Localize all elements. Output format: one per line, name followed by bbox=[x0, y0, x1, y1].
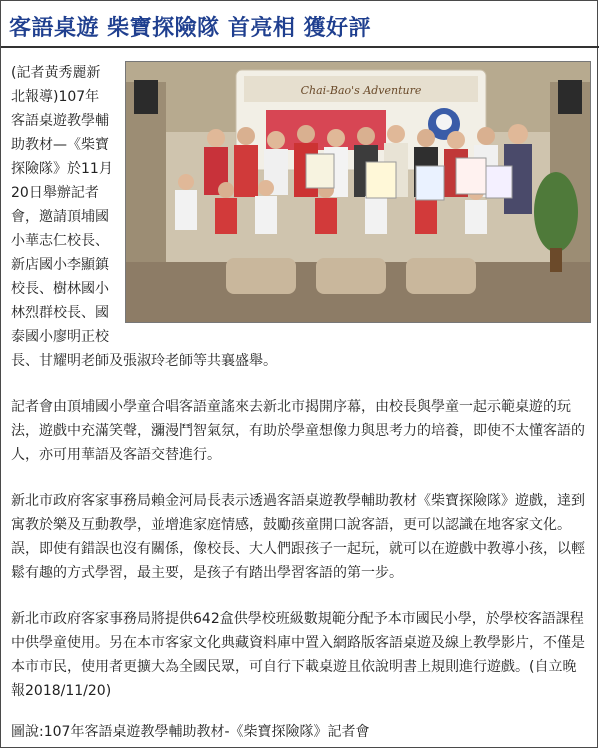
article-paragraph: (記者黃秀麗新北報導)107年客語桌遊教學輔助教材—《柴寶探險隊》於11月20日舉辦記者會，邀請頂埔國小華志仁校長、新店國小李顯鎮校長、樹林國小林烈群校長、國泰國小廖明正校長、甘耀明老師及張淑玲老師等共襄盛舉。 bbox=[11, 65, 277, 369]
headline-divider bbox=[1, 46, 599, 48]
article-paragraph: 新北市政府客家事務局將提供642盒供學校班級數規範分配予本市國民小學，於學校客語課程中供學童使用。另在本市客家文化典藏資料庫中置入網路版客語桌遊及線上教學影片，不僅是本市市民，使用者更擴大為全國民眾，可自行下載桌遊且依說明書上規則進行遊戲。(自立晚報2018/11/20) bbox=[11, 611, 585, 699]
headline: 客語桌遊 柴寶探險隊 首亮相 獲好評 bbox=[9, 16, 371, 41]
article-paragraph: 新北市政府客家事務局賴金河局長表示透過客語桌遊教學輔助教材《柴寶探險隊》遊戲，達到寓教於樂及互動教學，並增進家庭情感，鼓勵孩童開口說客語，更可以認識在地客家文化。誤，即使有錯誤也沒有關係，像校長、大人們跟孩子一起玩，就可以在遊戲中教導小孩，以輕鬆有趣的方式學習，最主要，是孩子有踏出學習客語的第一步。 bbox=[11, 493, 585, 581]
photo-banner-text: Chai-Bao's Adventure bbox=[300, 84, 422, 97]
article-paragraph: 記者會由頂埔國小學童合唱客語童謠來去新北市揭開序幕，由校長與學童一起示範桌遊的玩法，遊戲中充滿笑聲，瀰漫鬥智氣氛，有助於學童想像力與思考力的培養，即使不太懂客語的人，亦可用華語及客語交替進行。 bbox=[11, 399, 585, 463]
photo-caption: 圖說:107年客語桌遊教學輔助教材-《柴寶探險隊》記者會 bbox=[11, 724, 370, 740]
article-body bbox=[11, 61, 589, 703]
